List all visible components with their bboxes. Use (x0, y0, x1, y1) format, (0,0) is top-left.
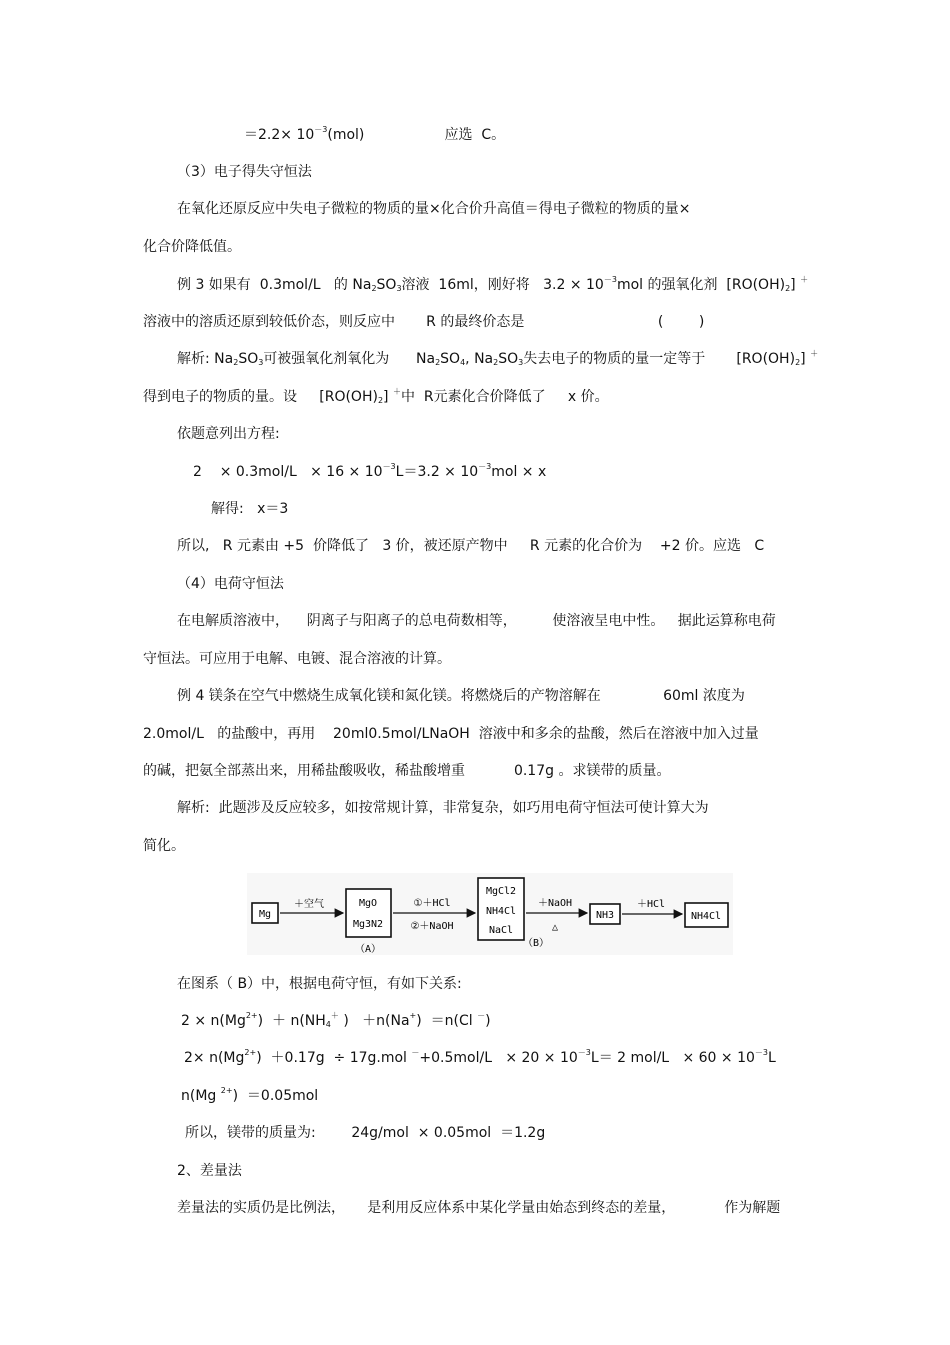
subscript: 2 (371, 284, 377, 293)
text-run: 中 R元素化合价降低了 x 价。 (400, 389, 609, 405)
text-run: SO (238, 351, 259, 367)
text-run: 差量法的实质仍是比例法， 是利用反应体系中某化学量由始态到终态的差量， 作为解题 (177, 1200, 781, 1216)
text-run: L＝ 2 mol/L × 60 × 10 (590, 1050, 755, 1066)
text-run: , Na (465, 351, 494, 367)
text-line-l11 (211, 500, 288, 518)
text-run: ＝2.2× 10 (244, 127, 315, 143)
text-line-l26 (177, 1162, 242, 1180)
text-run: 的碱，把氨全部蒸出来，用稀盐酸吸收，稀盐酸增重 0.17g 。求镁带的质量。 (143, 763, 671, 779)
subscript: 2 (435, 358, 441, 367)
tag-a: （A） (354, 944, 382, 955)
superscript: －3 (603, 275, 617, 284)
subscript: 2 (233, 358, 239, 367)
text-run: 例 4 镁条在空气中燃烧生成氧化镁和氮化镁。将燃烧后的产物溶解在 60ml 浓度为 (177, 688, 745, 704)
text-run: 在氧化还原反应中失电子微粒的物质的量×化合价升高值＝得电子微粒的物质的量× (177, 201, 691, 217)
superscript: ＋ (392, 387, 401, 396)
text-line-l03 (177, 200, 690, 218)
text-run: mol 的强氧化剂 [RO(OH) (616, 277, 786, 293)
text-run: 2 × 0.3mol/L × 16 × 10 (193, 464, 383, 480)
text-line-l13 (177, 575, 284, 593)
text-line-l22 (181, 1012, 491, 1030)
text-line-l09 (177, 425, 280, 443)
reaction-flow-diagram (247, 873, 733, 955)
tag-b: （B） (522, 938, 550, 949)
text-run: （4）电荷守恒法 (177, 576, 284, 592)
text-line-l16 (177, 687, 745, 705)
text-run: L (768, 1050, 776, 1066)
subscript: 2 (377, 396, 384, 405)
subscript: 2 (785, 284, 791, 293)
text-run: 简化。 (143, 838, 185, 854)
mgcl2-label: MgCl2 (485, 886, 517, 897)
text-run: mol × x (491, 464, 547, 480)
superscript: ＋ (800, 275, 809, 284)
text-run: +0.5mol/L × 20 × 10 (419, 1050, 578, 1066)
text-run: 2× n(Mg (184, 1050, 245, 1066)
step2a-label: ①＋HCl (413, 898, 451, 909)
nacl-label: NaCl (488, 925, 514, 936)
heat-label: △ (551, 922, 559, 933)
text-run: 溶液 16ml，刚好将 3.2 × 10 (401, 277, 604, 293)
step3a-label: ＋NaOH (537, 898, 573, 909)
subscript: 4 (325, 1020, 331, 1029)
step1-label: ＋空气 (294, 899, 324, 910)
text-run: (mol) 应选 C。 (327, 127, 506, 143)
text-run: n(Mg (181, 1088, 221, 1104)
text-run: 所以, R 元素由 +5 价降低了 3 价，被还原产物中 R 元素的化合价为 +2 价。应选 C (177, 538, 765, 554)
text-run: 得到电子的物质的量。设 [RO(OH) (143, 389, 378, 405)
text-run: ) (485, 1013, 491, 1029)
text-line-l04 (143, 238, 241, 256)
text-run: ] (800, 351, 811, 367)
superscript: 2+ (220, 1086, 233, 1095)
text-line-l07 (177, 350, 818, 368)
text-run: SO (498, 351, 519, 367)
superscript: ＋ (330, 1011, 339, 1020)
text-run: SO (376, 277, 397, 293)
step4-label: ＋HCl (636, 899, 666, 910)
subscript: 2 (493, 358, 499, 367)
mg-label: Mg (258, 909, 272, 920)
text-line-l05 (177, 276, 808, 294)
text-run: L＝3.2 × 10 (395, 464, 479, 480)
text-run: 溶液中的溶质还原到较低价态，则反应中 R 的最终价态是 ( ) (143, 314, 705, 330)
text-run: 例 3 如果有 0.3mol/L 的 Na (177, 277, 372, 293)
text-run: 化合价降低值。 (143, 239, 241, 255)
text-run: ) ＋ n(NH (257, 1013, 326, 1029)
text-line-l14 (177, 612, 776, 630)
nh4cl-end-label: NH4Cl (690, 911, 722, 922)
text-line-l24 (181, 1087, 318, 1105)
text-run: 在图系（ B）中，根据电荷守恒，有如下关系: (177, 976, 462, 992)
subscript: 4 (460, 358, 466, 367)
text-run: 2 × n(Mg (181, 1013, 246, 1029)
subscript: 3 (518, 358, 524, 367)
text-run: ) ＋n(Na (338, 1013, 410, 1029)
nh4cl-label: NH4Cl (485, 906, 517, 917)
text-line-l01 (244, 126, 505, 144)
superscript: －3 (314, 125, 328, 134)
text-line-l18 (143, 762, 670, 780)
text-run: 解析: 此题涉及反应较多，如按常规计算，非常复杂，如巧用电荷守恒法可使计算大为 (177, 800, 709, 816)
text-run: 解得: x＝3 (211, 501, 289, 517)
text-run: ] (383, 389, 393, 405)
text-line-l12 (177, 537, 764, 555)
text-run: 解析: Na (177, 351, 234, 367)
text-line-l10 (193, 463, 546, 481)
mg3n2-label: Mg3N2 (352, 919, 384, 930)
text-run: ) ＝n(Cl (416, 1013, 478, 1029)
superscript: －3 (382, 462, 396, 471)
subscript: 3 (258, 358, 264, 367)
superscript: 2+ (244, 1048, 257, 1057)
superscript: － (411, 1048, 420, 1057)
text-run: 2、差量法 (177, 1163, 242, 1179)
text-run: 2.0mol/L 的盐酸中，再用 20ml0.5mol/LNaOH 溶液中和多余的盐酸，然后在溶液中加入过量 (143, 726, 759, 742)
step2b-label: ②＋NaOH (410, 921, 454, 932)
text-line-l23 (184, 1049, 776, 1067)
superscript: －3 (478, 462, 492, 471)
text-line-l17 (143, 725, 759, 743)
subscript: 3 (396, 284, 402, 293)
text-line-l21 (177, 975, 462, 993)
text-run: 守恒法。可应用于电解、电镀、混合溶液的计算。 (143, 651, 451, 667)
text-run: ) ＋0.17g ÷ 17g.mol (256, 1050, 412, 1066)
nh3-label: NH3 (595, 910, 615, 921)
text-line-l25 (185, 1124, 545, 1142)
superscript: －3 (577, 1048, 591, 1057)
text-line-l08 (143, 388, 609, 406)
superscript: － (477, 1011, 486, 1020)
subscript: 2 (795, 358, 801, 367)
text-line-l19 (177, 799, 709, 817)
superscript: 2+ (245, 1011, 258, 1020)
text-line-l06 (143, 313, 704, 331)
text-run: 所以，镁带的质量为: 24g/mol × 0.05mol ＝1.2g (185, 1125, 546, 1141)
text-run: 可被强氧化剂氧化为 Na (263, 351, 436, 367)
text-line-l15 (143, 650, 451, 668)
text-run: （3）电子得失守恒法 (177, 164, 312, 180)
text-run: SO (440, 351, 461, 367)
text-run: ] (790, 277, 801, 293)
superscript: + (409, 1011, 417, 1020)
text-line-l02 (177, 163, 312, 181)
superscript: ＋ (810, 349, 819, 358)
text-run: ) ＝0.05mol (232, 1088, 319, 1104)
superscript: －3 (754, 1048, 768, 1057)
mgo-label: MgO (358, 898, 378, 909)
text-line-l27 (177, 1199, 780, 1217)
text-run: 失去电子的物质的量一定等于 [RO(OH) (523, 351, 796, 367)
text-run: 在电解质溶液中， 阴离子与阳离子的总电荷数相等， 使溶液呈电中性。 据此运算称电荷 (177, 613, 776, 629)
text-run: 依题意列出方程: (177, 426, 280, 442)
text-line-l20 (143, 837, 185, 855)
